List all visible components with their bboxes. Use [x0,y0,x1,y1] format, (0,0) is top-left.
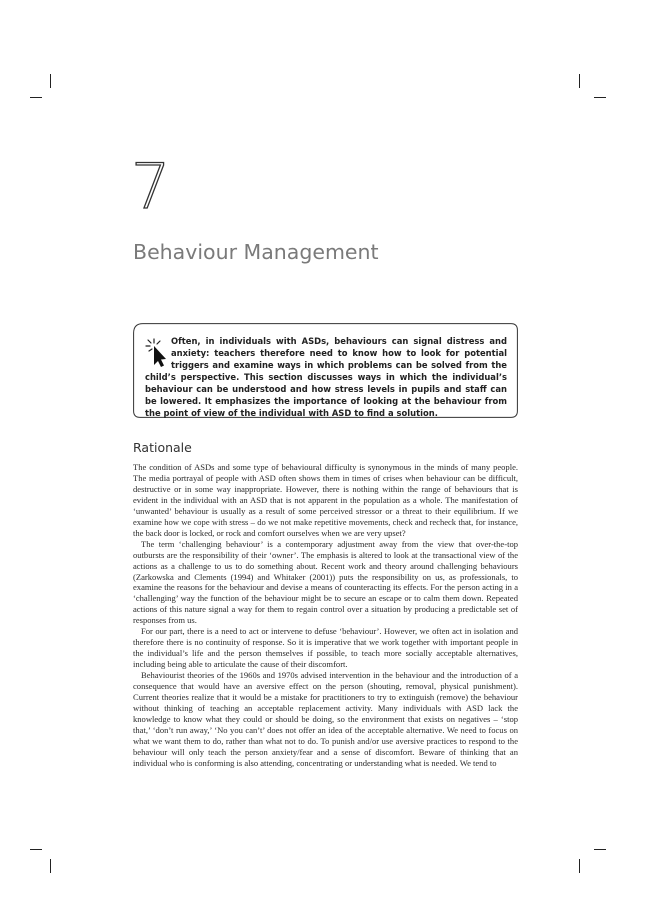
crop-mark [579,74,580,88]
summary-text: Often, in individuals with ASDs, behaviours can signal distress and anxiety: teachers therefore need to know how to look for potential triggers and examine ways in which problems can be solved from the child’s perspective. This section discusses ways in which the individual’s behaviour can be understood and how stress levels in pupils and staff can be lowered. It emphasizes the importance of looking at the behaviour from the point of view of the individual with ASD to find a solution. [145,336,507,418]
icon-spacer [145,335,171,371]
crop-mark [579,859,580,873]
crop-mark [30,97,42,98]
crop-mark [594,849,606,850]
section-heading: Rationale [133,440,192,455]
paragraph: The condition of ASDs and some type of behavioural difficulty is synonymous in the minds of many people. The media portrayal of people with ASD often shows them in times of crises when behaviour can be difficult, destructive or in some way inappropriate. However, there is nothing within the range of behaviours that is evident in the individual with an ASD that is not apparent in the population as a whole. The manifestation of ‘unwanted’ behaviour is usually as a result of some perceived stressor or a threat to their equilibrium. If we examine how we cope with stress – do we not make repetitive movements, check and recheck that, for instance, the back door is locked, or rock and comfort ourselves when we are very upset? [133,462,518,538]
paragraph: The term ‘challenging behaviour’ is a contemporary adjustment away from the view that over-the-top outbursts are the responsibility of their ‘owner’. The emphasis is altered to look at the transactional view of the actions as a challenge to us to do something about. Recent work and theory around challenging behaviours (Zarkowska and Clements (1994) and Whitaker (2001)) puts the responsibility on us, as professionals, to examine the reasons for the behaviour and devise a means of counteracting its effects. For the person acting in a ‘challenging’ way the function of the behaviour might be to secure an escape or to calm them down. Repeated actions of this nature signal a way for them to regain control over a situation by producing a predictable set of responses from us. [133,538,518,626]
paragraph: Behaviourist theories of the 1960s and 1970s advised intervention in the behaviour and the introduction of a consequence that would have an aversive effect on the person (shouting, removal, physical punishment). Current theories realize that it would be a mistake for practitioners to try to extinguish (remove) the behaviour without thinking of teaching an acceptable replacement activity. Many individuals with ASD lack the knowledge to know what they could or should be doing, so the environment that exists on negatives – ‘stop that,’ ‘don’t run away,’ ‘No you can’t’ does not offer an idea of the acceptable alternative. We need to focus on what we want them to do, rather than what not to do. To punish and/or use aversive practices to respond to the behaviour will only teach the person anxiety/fear and a sense of discomfort. Beware of thinking that an individual who is conforming is also attending, concentrating or understanding what is needed. We tend to [133,670,518,768]
paragraph: For our part, there is a need to act or intervene to defuse ‘behaviour’. However, we often act in isolation and therefore there is no continuity of response. So it is imperative that we work together with important people in the individual’s life and the person themselves if possible, to teach more socially acceptable alternatives, including being able to articulate the cause of their discomfort. [133,626,518,670]
crop-mark [594,97,606,98]
chapter-number: 7 [131,150,172,223]
crop-mark [50,859,51,873]
chapter-title: Behaviour Management [133,240,379,264]
crop-mark [50,74,51,88]
body-text [133,462,518,769]
crop-mark [30,849,42,850]
chapter-summary-box [133,323,518,418]
